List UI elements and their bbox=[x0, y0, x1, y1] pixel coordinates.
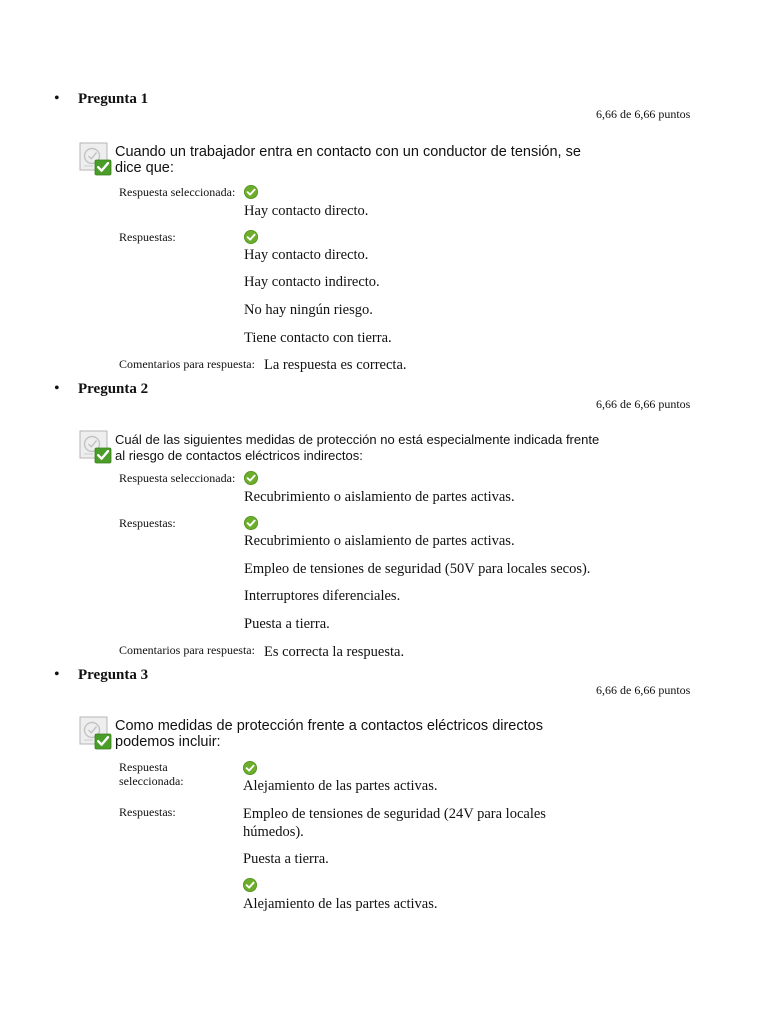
answer-option: Recubrimiento o aislamiento de partes activas. bbox=[244, 533, 515, 549]
bullet-icon: • bbox=[54, 666, 60, 683]
answers-label: Respuestas: bbox=[119, 516, 176, 530]
question-2-text: Cuál de las siguientes medidas de protección no está especialmente indicada frente al riesgo de contactos eléctricos indirectos: bbox=[115, 432, 600, 463]
question-1-points: 6,66 de 6,66 puntos bbox=[596, 107, 691, 121]
answer-option: No hay ningún riesgo. bbox=[244, 302, 373, 318]
question-2-title: Pregunta 2 bbox=[78, 381, 149, 397]
selected-answer-label-line: seleccionada: bbox=[119, 774, 184, 788]
answer-option: Empleo de tensiones de seguridad (24V para locales húmedos). bbox=[243, 806, 546, 840]
answer-option: Hay contacto indirecto. bbox=[244, 274, 380, 290]
selected-answer-text: Hay contacto directo. bbox=[244, 203, 369, 219]
correct-check-icon bbox=[243, 761, 257, 775]
selected-answer-label: Respuesta seleccionada: bbox=[119, 185, 236, 199]
answer-option: Puesta a tierra. bbox=[244, 616, 330, 632]
question-3-points: 6,66 de 6,66 puntos bbox=[596, 683, 691, 697]
answers-label: Respuestas: bbox=[119, 805, 176, 819]
answer-option: Alejamiento de las partes activas. bbox=[243, 896, 438, 912]
answer-option: Tiene contacto con tierra. bbox=[244, 330, 392, 346]
selected-answer-text: Alejamiento de las partes activas. bbox=[243, 778, 438, 794]
correct-check-icon bbox=[244, 516, 258, 530]
question-3-title: Pregunta 3 bbox=[78, 667, 149, 683]
answers-label: Respuestas: bbox=[119, 230, 176, 244]
answer-option: Puesta a tierra. bbox=[243, 851, 329, 867]
correct-check-icon bbox=[244, 185, 258, 199]
correct-check-icon bbox=[243, 878, 257, 892]
selected-answer-text: Recubrimiento o aislamiento de partes activas. bbox=[244, 489, 515, 505]
question-2-points: 6,66 de 6,66 puntos bbox=[596, 397, 691, 411]
feedback-text: La respuesta es correcta. bbox=[264, 357, 407, 373]
question-correct-icon bbox=[79, 716, 113, 750]
correct-check-icon bbox=[244, 230, 258, 244]
selected-answer-label bbox=[119, 760, 184, 788]
bullet-icon: • bbox=[54, 380, 60, 397]
correct-check-icon bbox=[244, 471, 258, 485]
feedback-label: Comentarios para respuesta: bbox=[119, 357, 255, 371]
feedback-text: Es correcta la respuesta. bbox=[264, 644, 405, 660]
answer-option: Interruptores diferenciales. bbox=[244, 588, 401, 604]
question-1-text: Cuando un trabajador entra en contacto con un conductor de tensión, se dice que: bbox=[115, 144, 581, 176]
answer-option: Hay contacto directo. bbox=[244, 247, 369, 263]
question-correct-icon bbox=[79, 142, 113, 176]
selected-answer-label: Respuesta seleccionada: bbox=[119, 471, 236, 485]
question-1-title: Pregunta 1 bbox=[78, 91, 149, 107]
question-3-text: Como medidas de protección frente a contactos eléctricos directos podemos incluir: bbox=[115, 718, 543, 750]
bullet-icon: • bbox=[54, 90, 60, 107]
answer-option: Empleo de tensiones de seguridad (50V para locales secos). bbox=[244, 561, 591, 577]
feedback-label: Comentarios para respuesta: bbox=[119, 643, 255, 657]
selected-answer-label-line: Respuesta bbox=[119, 760, 168, 774]
question-correct-icon bbox=[79, 430, 113, 464]
